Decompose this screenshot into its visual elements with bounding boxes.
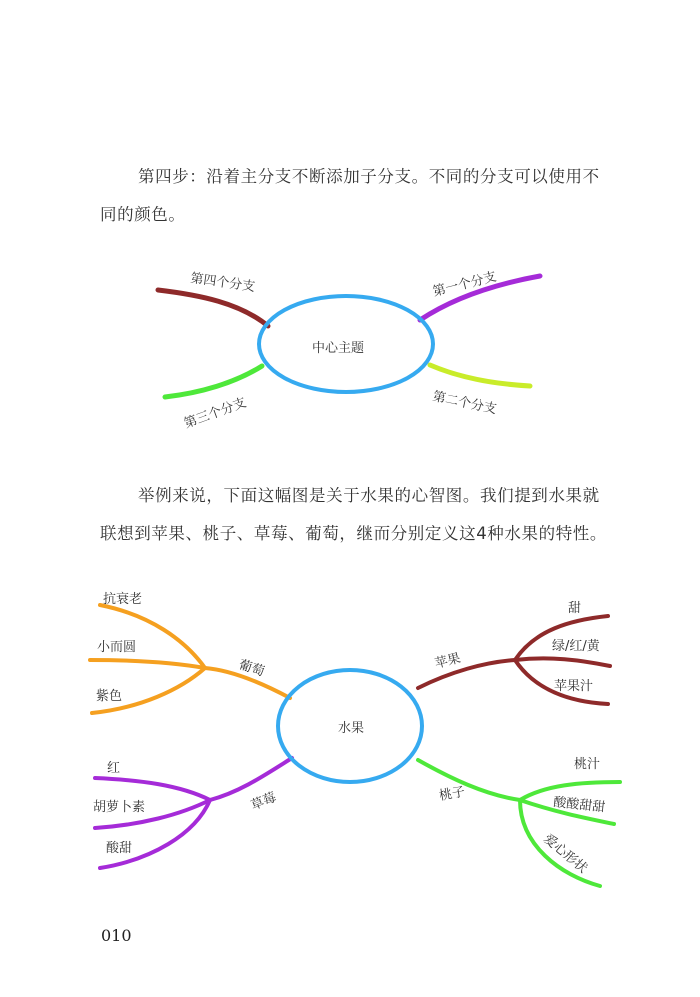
strawberry-child-2: 胡萝卜素 (93, 800, 146, 815)
branch-grape (90, 591, 290, 713)
example-line-1: 举例来说，下面这幅图是关于水果的心智图。我们提到水果就 (138, 486, 600, 505)
branch-peach (418, 756, 620, 886)
strawberry-child-3: 酸甜 (106, 841, 133, 856)
branch-strawberry (93, 758, 292, 868)
branch-4-label: 第四个分支 (189, 271, 256, 296)
grape-child-1: 抗衰老 (103, 592, 143, 607)
branch-2-label: 第二个分支 (431, 389, 498, 418)
peach-child-2: 酸酸甜甜 (552, 795, 606, 816)
branch-1-label: 第一个分支 (431, 269, 499, 300)
mind-map-fruit (0, 580, 700, 900)
branch-peach-label: 桃子 (438, 784, 467, 804)
branch-strawberry-label: 草莓 (248, 790, 279, 814)
branch-2-stroke (430, 365, 530, 386)
branch-apple-label: 苹果 (433, 651, 463, 672)
apple-child-3: 苹果汁 (554, 679, 594, 694)
apple-child-1: 甜 (568, 601, 582, 616)
peach-child-3: 爱心形状 (540, 831, 590, 877)
peach-child-1: 桃汁 (574, 757, 601, 772)
apple-child-2: 绿/红/黄 (552, 639, 600, 654)
branch-grape-label: 葡萄 (236, 657, 267, 680)
branch-4-stroke (158, 290, 268, 326)
grape-child-3: 紫色 (96, 689, 123, 704)
center-topic-label: 中心主题 (311, 341, 365, 356)
branch-3-stroke (165, 366, 262, 397)
instruction-line-2: 同的颜色。 (100, 205, 186, 224)
example-line-2: 联想到苹果、桃子、草莓、葡萄，继而分别定义这4种水果的特性。 (100, 524, 607, 543)
mind-map-generic (0, 255, 700, 435)
branch-3-label: 第三个分支 (182, 395, 249, 432)
instruction-line-1: 第四步：沿着主分支不断添加子分支。不同的分支可以使用不 (138, 167, 600, 186)
page-number: 010 (101, 926, 132, 945)
fruit-center-label: 水果 (337, 721, 365, 736)
grape-child-2: 小而圆 (97, 640, 137, 655)
instruction-paragraph (100, 158, 620, 234)
example-paragraph (100, 477, 620, 553)
branch-apple (418, 601, 610, 704)
strawberry-child-1: 红 (107, 761, 121, 776)
